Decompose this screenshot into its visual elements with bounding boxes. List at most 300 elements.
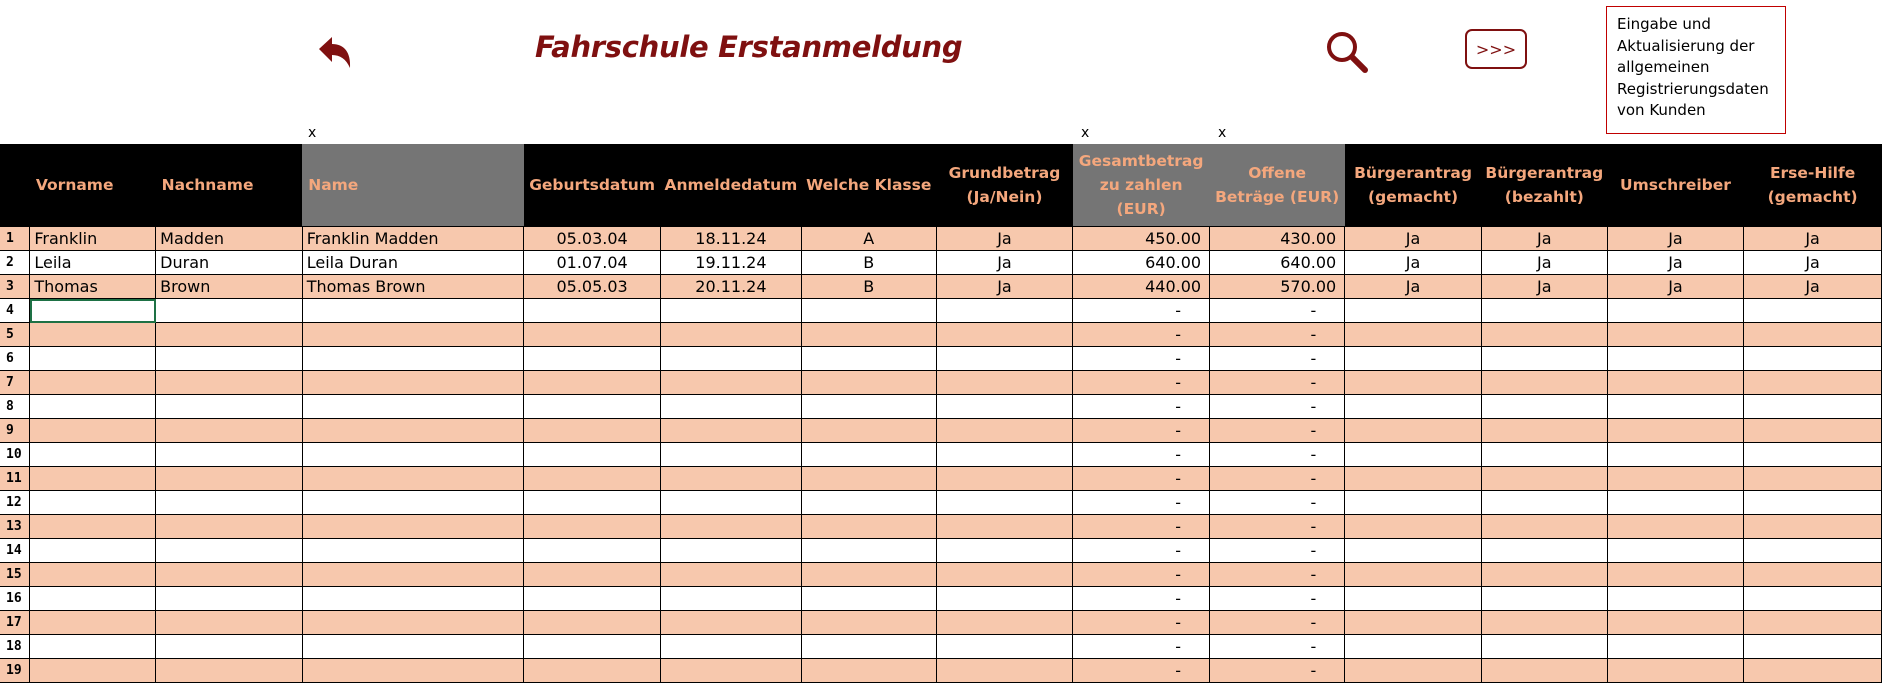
table-cell[interactable]	[801, 395, 936, 419]
table-cell[interactable]: -	[1073, 659, 1210, 683]
table-cell[interactable]	[524, 443, 661, 467]
col-header-erse-hilfe[interactable]: Erse-Hilfe (gemacht)	[1744, 144, 1882, 227]
table-cell[interactable]: 440.00	[1073, 275, 1210, 299]
table-cell[interactable]: -	[1073, 467, 1210, 491]
table-cell[interactable]	[156, 347, 303, 371]
table-cell[interactable]	[936, 323, 1072, 347]
registration-table	[0, 144, 1882, 683]
table-cell[interactable]: 450.00	[1073, 227, 1210, 251]
table-cell[interactable]	[1744, 299, 1882, 323]
table-cell[interactable]	[1744, 515, 1882, 539]
table-cell[interactable]	[936, 467, 1072, 491]
table-row	[0, 347, 1882, 371]
table-cell[interactable]	[30, 587, 156, 611]
header-row	[0, 144, 1882, 227]
col-header-gesamtbetrag[interactable]: Gesamtbetrag zu zahlen (EUR)	[1073, 144, 1210, 227]
table-cell[interactable]	[1607, 323, 1743, 347]
row-number: 5	[0, 323, 30, 347]
row-number: 8	[0, 395, 30, 419]
table-cell[interactable]	[1481, 659, 1607, 683]
table-cell[interactable]	[936, 635, 1072, 659]
table-cell[interactable]	[1607, 347, 1743, 371]
table-cell[interactable]	[156, 635, 303, 659]
table-cell[interactable]	[1607, 467, 1743, 491]
table-cell[interactable]	[30, 659, 156, 683]
table-cell[interactable]	[1345, 323, 1482, 347]
table-cell[interactable]: Ja	[1481, 251, 1607, 275]
table-row	[0, 635, 1882, 659]
table-cell[interactable]	[30, 299, 156, 323]
table-cell[interactable]: -	[1210, 323, 1345, 347]
table-cell[interactable]	[1481, 563, 1607, 587]
table-cell[interactable]	[1345, 587, 1482, 611]
table-cell[interactable]: 05.05.03	[524, 275, 661, 299]
col-header-buergerantrag-bezahlt[interactable]: Bürgerantrag (bezahlt)	[1481, 144, 1607, 227]
table-cell[interactable]	[1481, 371, 1607, 395]
table-cell[interactable]	[302, 371, 523, 395]
col-header-name[interactable]: Name	[302, 144, 523, 227]
table-row	[0, 611, 1882, 635]
search-icon[interactable]	[1325, 30, 1369, 74]
table-cell[interactable]: -	[1210, 515, 1345, 539]
table-cell[interactable]: 01.07.04	[524, 251, 661, 275]
table-cell[interactable]	[1345, 347, 1482, 371]
table-cell[interactable]	[801, 371, 936, 395]
table-cell[interactable]	[524, 323, 661, 347]
table-cell[interactable]	[936, 395, 1072, 419]
table-cell[interactable]: -	[1073, 539, 1210, 563]
table-cell[interactable]	[661, 539, 802, 563]
table-cell[interactable]: Ja	[936, 275, 1072, 299]
table-cell[interactable]	[156, 395, 303, 419]
table-row	[0, 395, 1882, 419]
table-cell[interactable]	[156, 563, 303, 587]
table-cell[interactable]	[524, 539, 661, 563]
table-cell[interactable]	[1481, 443, 1607, 467]
table-cell[interactable]: -	[1210, 611, 1345, 635]
info-note: Eingabe und Aktualisierung der allgemeinen Registrierungsdaten von Kunden	[1606, 6, 1786, 134]
table-cell[interactable]	[661, 299, 802, 323]
table-cell[interactable]	[30, 347, 156, 371]
table-row	[0, 539, 1882, 563]
row-number: 15	[0, 563, 30, 587]
table-cell[interactable]: Ja	[1744, 275, 1882, 299]
table-cell[interactable]: 18.11.24	[661, 227, 802, 251]
table-cell[interactable]	[661, 491, 802, 515]
table-cell[interactable]	[1744, 587, 1882, 611]
table-cell[interactable]	[1744, 395, 1882, 419]
table-row	[0, 563, 1882, 587]
table-cell[interactable]	[1345, 419, 1482, 443]
back-arrow-icon[interactable]	[316, 32, 356, 72]
table-cell[interactable]	[156, 299, 303, 323]
table-cell[interactable]: -	[1210, 563, 1345, 587]
table-cell[interactable]	[156, 515, 303, 539]
table-cell[interactable]	[30, 611, 156, 635]
table-cell[interactable]: Duran	[156, 251, 303, 275]
row-number: 17	[0, 611, 30, 635]
table-cell[interactable]: 640.00	[1073, 251, 1210, 275]
table-row	[0, 419, 1882, 443]
row-number: 11	[0, 467, 30, 491]
row-number: 2	[0, 251, 30, 275]
table-cell[interactable]	[1481, 347, 1607, 371]
table-cell[interactable]: Franklin Madden	[302, 227, 523, 251]
table-cell[interactable]	[661, 515, 802, 539]
table-cell[interactable]	[30, 371, 156, 395]
table-cell[interactable]: Ja	[1744, 251, 1882, 275]
table-cell[interactable]	[1744, 539, 1882, 563]
table-cell[interactable]	[302, 395, 523, 419]
table-cell[interactable]	[1607, 635, 1743, 659]
table-cell[interactable]: Ja	[936, 251, 1072, 275]
table-cell[interactable]	[1607, 419, 1743, 443]
table-cell[interactable]	[801, 299, 936, 323]
table-cell[interactable]	[661, 323, 802, 347]
table-cell[interactable]	[1744, 371, 1882, 395]
table-row	[0, 515, 1882, 539]
table-cell[interactable]	[156, 587, 303, 611]
table-cell[interactable]	[30, 419, 156, 443]
table-cell[interactable]	[1607, 659, 1743, 683]
table-cell[interactable]: -	[1073, 371, 1210, 395]
table-cell[interactable]	[1744, 491, 1882, 515]
table-cell[interactable]: Ja	[1607, 227, 1743, 251]
table-cell[interactable]	[302, 347, 523, 371]
table-cell[interactable]: -	[1073, 587, 1210, 611]
table-cell[interactable]: Ja	[1744, 227, 1882, 251]
table-cell[interactable]	[801, 563, 936, 587]
table-cell[interactable]: -	[1210, 659, 1345, 683]
row-number: 16	[0, 587, 30, 611]
table-cell[interactable]	[661, 563, 802, 587]
table-cell[interactable]	[1744, 563, 1882, 587]
table-cell[interactable]	[1481, 515, 1607, 539]
table-cell[interactable]	[1744, 635, 1882, 659]
table-cell[interactable]: -	[1073, 347, 1210, 371]
table-cell[interactable]	[801, 515, 936, 539]
table-cell[interactable]	[524, 491, 661, 515]
table-cell[interactable]: Ja	[1607, 275, 1743, 299]
table-cell[interactable]: 05.03.04	[524, 227, 661, 251]
table-cell[interactable]: 640.00	[1210, 251, 1345, 275]
table-cell[interactable]	[936, 659, 1072, 683]
table-cell[interactable]	[524, 347, 661, 371]
table-cell[interactable]: 20.11.24	[661, 275, 802, 299]
table-cell[interactable]	[302, 587, 523, 611]
table-cell[interactable]: Brown	[156, 275, 303, 299]
table-cell[interactable]	[156, 611, 303, 635]
col-header-grundbetrag[interactable]: Grundbetrag (Ja/Nein)	[936, 144, 1072, 227]
table-cell[interactable]	[302, 659, 523, 683]
table-cell[interactable]: -	[1073, 395, 1210, 419]
table-cell[interactable]	[1345, 563, 1482, 587]
table-cell[interactable]	[936, 563, 1072, 587]
table-cell[interactable]: -	[1073, 443, 1210, 467]
table-cell[interactable]: -	[1073, 299, 1210, 323]
table-cell[interactable]	[302, 635, 523, 659]
table-cell[interactable]: -	[1210, 371, 1345, 395]
table-row	[0, 251, 1882, 275]
table-cell[interactable]	[661, 467, 802, 491]
table-cell[interactable]	[1744, 443, 1882, 467]
col-header-index	[0, 144, 30, 227]
table-cell[interactable]	[30, 563, 156, 587]
table-cell[interactable]	[661, 371, 802, 395]
row-number: 6	[0, 347, 30, 371]
table-cell[interactable]: Ja	[1607, 251, 1743, 275]
table-cell[interactable]	[661, 419, 802, 443]
table-cell[interactable]	[661, 659, 802, 683]
table-cell[interactable]	[156, 443, 303, 467]
table-cell[interactable]: Ja	[1345, 275, 1482, 299]
table-cell[interactable]	[302, 419, 523, 443]
table-cell[interactable]: -	[1210, 419, 1345, 443]
table-row	[0, 323, 1882, 347]
table-cell[interactable]	[1607, 491, 1743, 515]
table-cell[interactable]	[801, 539, 936, 563]
table-cell[interactable]: -	[1210, 299, 1345, 323]
table-cell[interactable]	[302, 443, 523, 467]
table-cell[interactable]	[936, 299, 1072, 323]
table-cell[interactable]	[1345, 539, 1482, 563]
table-cell[interactable]	[1744, 467, 1882, 491]
table-cell[interactable]	[524, 515, 661, 539]
row-number: 14	[0, 539, 30, 563]
table-cell[interactable]	[1345, 467, 1482, 491]
table-body	[0, 227, 1882, 683]
table-cell[interactable]: Leila Duran	[302, 251, 523, 275]
table-cell[interactable]	[1345, 491, 1482, 515]
table-cell[interactable]	[30, 467, 156, 491]
table-cell[interactable]: -	[1073, 515, 1210, 539]
table-cell[interactable]: -	[1210, 539, 1345, 563]
table-cell[interactable]	[1345, 299, 1482, 323]
table-cell[interactable]	[524, 371, 661, 395]
table-cell[interactable]	[1481, 539, 1607, 563]
table-cell[interactable]: 430.00	[1210, 227, 1345, 251]
table-row	[0, 587, 1882, 611]
table-cell[interactable]	[661, 635, 802, 659]
col-header-offene-betraege[interactable]: Offene Beträge (EUR)	[1210, 144, 1345, 227]
table-cell[interactable]	[661, 443, 802, 467]
table-cell[interactable]	[1481, 491, 1607, 515]
table-cell[interactable]	[30, 323, 156, 347]
table-cell[interactable]: -	[1073, 419, 1210, 443]
table-cell[interactable]	[156, 419, 303, 443]
table-cell[interactable]	[1345, 443, 1482, 467]
table-cell[interactable]	[801, 611, 936, 635]
table-cell[interactable]	[1481, 395, 1607, 419]
col-header-klasse[interactable]: Welche Klasse	[801, 144, 936, 227]
table-cell[interactable]: 570.00	[1210, 275, 1345, 299]
table-cell[interactable]	[936, 419, 1072, 443]
table-cell[interactable]	[801, 659, 936, 683]
table-cell[interactable]: -	[1073, 635, 1210, 659]
row-number: 4	[0, 299, 30, 323]
table-cell[interactable]	[661, 611, 802, 635]
table-cell[interactable]	[1607, 587, 1743, 611]
table-cell[interactable]	[936, 347, 1072, 371]
table-cell[interactable]	[1481, 611, 1607, 635]
col-header-geburtsdatum[interactable]: Geburtsdatum	[524, 144, 661, 227]
table-cell[interactable]	[1607, 611, 1743, 635]
table-cell[interactable]	[30, 395, 156, 419]
table-cell[interactable]	[302, 563, 523, 587]
table-cell[interactable]	[30, 443, 156, 467]
table-cell[interactable]	[936, 611, 1072, 635]
table-cell[interactable]	[1744, 419, 1882, 443]
table-cell[interactable]: Ja	[1481, 227, 1607, 251]
table-cell[interactable]	[302, 323, 523, 347]
table-cell[interactable]	[302, 611, 523, 635]
table-cell[interactable]: Franklin	[30, 227, 156, 251]
table-cell[interactable]	[156, 371, 303, 395]
table-cell[interactable]	[302, 467, 523, 491]
x-marker: x	[1218, 125, 1227, 141]
table-cell[interactable]	[936, 371, 1072, 395]
table-row	[0, 275, 1882, 299]
table-cell[interactable]: -	[1073, 611, 1210, 635]
table-cell[interactable]: Thomas	[30, 275, 156, 299]
table-cell[interactable]	[1345, 659, 1482, 683]
table-cell[interactable]	[524, 587, 661, 611]
table-cell[interactable]	[936, 515, 1072, 539]
table-cell[interactable]: -	[1210, 395, 1345, 419]
table-cell[interactable]	[1345, 371, 1482, 395]
table-cell[interactable]: Ja	[936, 227, 1072, 251]
col-header-anmeldedatum[interactable]: Anmeldedatum	[661, 144, 802, 227]
table-cell[interactable]: Thomas Brown	[302, 275, 523, 299]
table-cell[interactable]	[30, 491, 156, 515]
table-cell[interactable]	[1607, 371, 1743, 395]
table-cell[interactable]: Ja	[1481, 275, 1607, 299]
top-bar	[0, 0, 1882, 144]
table-cell[interactable]: Ja	[1345, 227, 1482, 251]
table-cell[interactable]	[156, 323, 303, 347]
table-cell[interactable]	[524, 563, 661, 587]
table-cell[interactable]	[1345, 611, 1482, 635]
table-cell[interactable]: Leila	[30, 251, 156, 275]
table-cell[interactable]	[936, 539, 1072, 563]
table-cell[interactable]	[801, 635, 936, 659]
table-cell[interactable]: -	[1210, 467, 1345, 491]
table-cell[interactable]	[1481, 299, 1607, 323]
table-cell[interactable]	[1481, 323, 1607, 347]
table-cell[interactable]	[1481, 635, 1607, 659]
table-cell[interactable]	[524, 467, 661, 491]
row-number: 13	[0, 515, 30, 539]
table-row	[0, 491, 1882, 515]
page-title: Fahrschule Erstanmeldung	[535, 30, 963, 64]
col-header-nachname[interactable]: Nachname	[156, 144, 303, 227]
table-cell[interactable]	[801, 491, 936, 515]
table-cell[interactable]	[1481, 587, 1607, 611]
table-cell[interactable]	[30, 539, 156, 563]
table-cell[interactable]: 19.11.24	[661, 251, 802, 275]
row-number: 12	[0, 491, 30, 515]
col-header-buergerantrag-gemacht[interactable]: Bürgerantrag (gemacht)	[1345, 144, 1482, 227]
table-cell[interactable]	[661, 347, 802, 371]
table-cell[interactable]	[524, 611, 661, 635]
table-cell[interactable]	[1744, 611, 1882, 635]
table-cell[interactable]	[1481, 419, 1607, 443]
table-cell[interactable]	[801, 323, 936, 347]
table-cell[interactable]	[1607, 395, 1743, 419]
x-marker: x	[308, 125, 317, 141]
next-button[interactable]: >>>	[1465, 29, 1527, 69]
table-cell[interactable]	[1607, 563, 1743, 587]
table-cell[interactable]	[524, 635, 661, 659]
table-cell[interactable]: -	[1210, 587, 1345, 611]
table-cell[interactable]: A	[801, 227, 936, 251]
table-cell[interactable]	[30, 635, 156, 659]
table-cell[interactable]	[1481, 467, 1607, 491]
row-number: 10	[0, 443, 30, 467]
table-cell[interactable]	[1607, 515, 1743, 539]
table-cell[interactable]	[801, 347, 936, 371]
table-cell[interactable]	[1607, 299, 1743, 323]
table-cell[interactable]	[936, 587, 1072, 611]
table-cell[interactable]	[302, 539, 523, 563]
table-cell[interactable]	[156, 491, 303, 515]
table-cell[interactable]	[936, 491, 1072, 515]
table-cell[interactable]	[801, 419, 936, 443]
table-cell[interactable]	[156, 539, 303, 563]
table-cell[interactable]	[1744, 323, 1882, 347]
table-cell[interactable]	[801, 467, 936, 491]
table-cell[interactable]	[302, 515, 523, 539]
table-cell[interactable]	[524, 659, 661, 683]
table-cell[interactable]	[1345, 395, 1482, 419]
table-cell[interactable]: -	[1073, 563, 1210, 587]
table-cell[interactable]	[936, 443, 1072, 467]
col-header-umschreiber[interactable]: Umschreiber	[1607, 144, 1743, 227]
table-cell[interactable]	[661, 587, 802, 611]
table-cell[interactable]	[156, 467, 303, 491]
table-cell[interactable]	[30, 515, 156, 539]
table-cell[interactable]	[302, 491, 523, 515]
table-cell[interactable]: -	[1073, 323, 1210, 347]
table-cell[interactable]: B	[801, 275, 936, 299]
table-cell[interactable]	[801, 443, 936, 467]
table-row	[0, 299, 1882, 323]
table-cell[interactable]	[661, 395, 802, 419]
table-cell[interactable]	[1345, 635, 1482, 659]
table-cell[interactable]: -	[1210, 635, 1345, 659]
table-cell[interactable]: Ja	[1345, 251, 1482, 275]
table-cell[interactable]	[302, 299, 523, 323]
table-cell[interactable]	[1345, 515, 1482, 539]
table-cell[interactable]	[524, 395, 661, 419]
table-cell[interactable]	[1744, 347, 1882, 371]
table-cell[interactable]	[1607, 443, 1743, 467]
table-cell[interactable]	[524, 299, 661, 323]
table-cell[interactable]	[1744, 659, 1882, 683]
table-cell[interactable]	[1607, 539, 1743, 563]
table-cell[interactable]: -	[1210, 347, 1345, 371]
table-cell[interactable]	[156, 659, 303, 683]
table-cell[interactable]: -	[1210, 491, 1345, 515]
table-cell[interactable]	[524, 419, 661, 443]
table-cell[interactable]	[801, 587, 936, 611]
col-header-vorname[interactable]: Vorname	[30, 144, 156, 227]
table-cell[interactable]: -	[1210, 443, 1345, 467]
table-cell[interactable]: B	[801, 251, 936, 275]
table-cell[interactable]: -	[1073, 491, 1210, 515]
table-cell[interactable]: Madden	[156, 227, 303, 251]
table-row	[0, 467, 1882, 491]
